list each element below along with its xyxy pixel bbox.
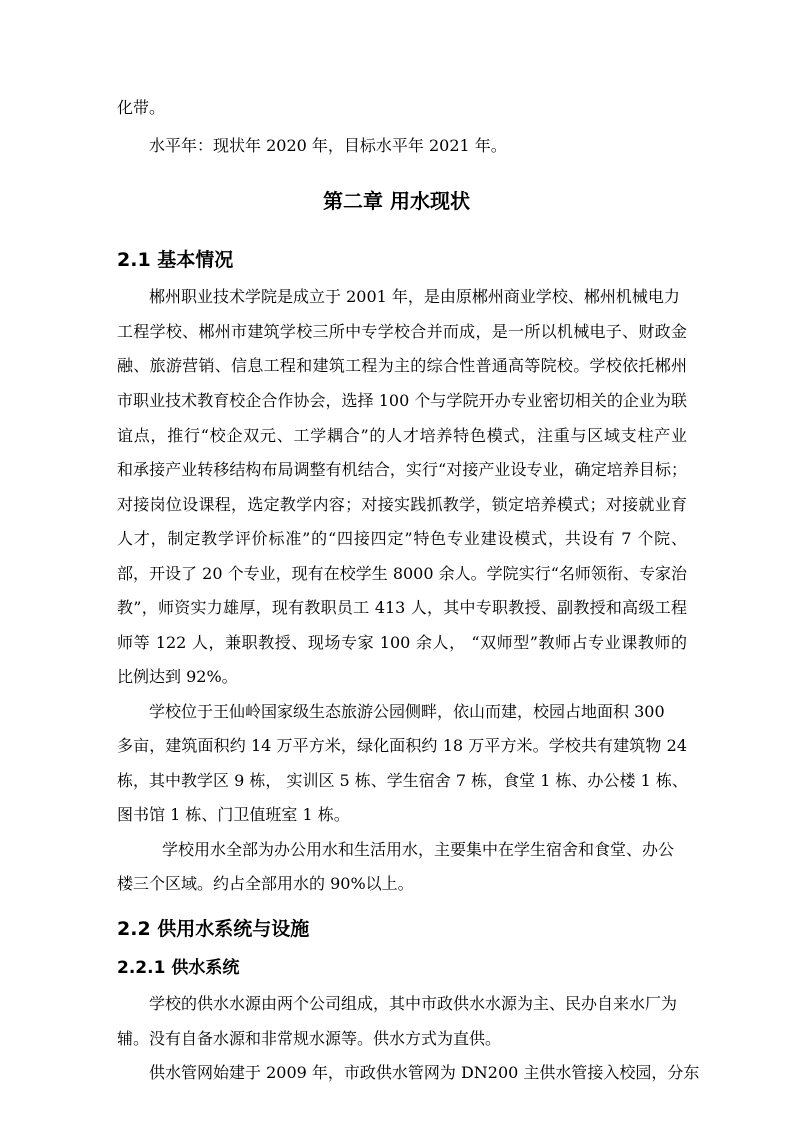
section-title-2-2: 2.2 供用水系统与设施 — [117, 918, 310, 940]
paragraph-line: 谊点，推行“校企双元、工学耦合”的人才培养特色模式，注重与区域支柱产业 — [117, 426, 687, 445]
paragraph-line: 工程学校、郴州市建筑学校三所中专学校合并而成，是一所以机械电子、财政金 — [117, 322, 687, 341]
paragraph-line: 供水管网始建于 2009 年，市政供水管网为 DN200 主供水管接入校园，分东 — [149, 1063, 700, 1082]
paragraph-line: 学校位于王仙岭国家级生态旅游公园侧畔，依山而建，校园占地面积 300 — [149, 702, 665, 721]
paragraph-line: 师等 122 人，兼职教授、现场专家 100 余人， “双师型”教师占专业课教师的 — [117, 633, 687, 652]
paragraph-line: 人才，制定教学评价标准”的“四接四定”特色专业建设模式，共设有 7 个院、 — [117, 529, 687, 548]
paragraph-line: 和承接产业转移结构布局调整有机结合，实行“对接产业设专业，确定培养目标； — [117, 460, 687, 479]
chapter-title: 第二章 用水现状 — [323, 189, 470, 213]
paragraph-line: 融、旅游营销、信息工程和建筑工程为主的综合性普通高等院校。学校依托郴州 — [117, 356, 687, 375]
paragraph-line: 市职业技术教育校企合作协会，选择 100 个与学院开办专业密切相关的企业为联 — [117, 391, 687, 410]
subsection-title-2-2-1: 2.2.1 供水系统 — [117, 958, 240, 978]
paragraph-line: 对接岗位设课程，选定教学内容；对接实践抓教学，锁定培养模式；对接就业育 — [117, 495, 687, 514]
paragraph-line: 郴州职业技术学院是成立于 2001 年，是由原郴州商业学校、郴州机械电力 — [149, 287, 680, 306]
paragraph-line: 多亩，建筑面积约 14 万平方米，绿化面积约 18 万平方米。学校共有建筑物 24 — [117, 736, 687, 755]
paragraph-line: 部，开设了 20 个专业，现有在校学生 8000 余人。学院实行“名师领衔、专家治 — [117, 564, 687, 583]
intro-line-1: 化带。 — [117, 98, 166, 117]
paragraph-line: 学校用水全部为办公用水和生活用水，主要集中在学生宿舍和食堂、办公 — [162, 840, 675, 859]
paragraph-line: 辅。没有自备水源和非常规水源等。供水方式为直供。 — [117, 1029, 502, 1048]
intro-line-2: 水平年：现状年 2020 年，目标水平年 2021 年。 — [149, 136, 507, 155]
section-title-2-1: 2.1 基本情况 — [117, 249, 234, 271]
paragraph-line: 楼三个区域。约占全部用水的 90%以上。 — [117, 874, 414, 893]
paragraph-line: 学校的供水水源由两个公司组成，其中市政供水水源为主、民办自来水厂为 — [149, 994, 678, 1013]
paragraph-line: 比例达到 92%。 — [117, 667, 238, 686]
paragraph-line: 图书馆 1 栋、门卫值班室 1 栋。 — [117, 805, 350, 824]
paragraph-line: 栋，其中教学区 9 栋， 实训区 5 栋、学生宿舍 7 栋，食堂 1 栋、办公楼 1 栋、 — [117, 771, 688, 790]
paragraph-line: 教”，师资实力雄厚，现有教职员工 413 人，其中专职教授、副教授和高级工程 — [117, 598, 687, 617]
